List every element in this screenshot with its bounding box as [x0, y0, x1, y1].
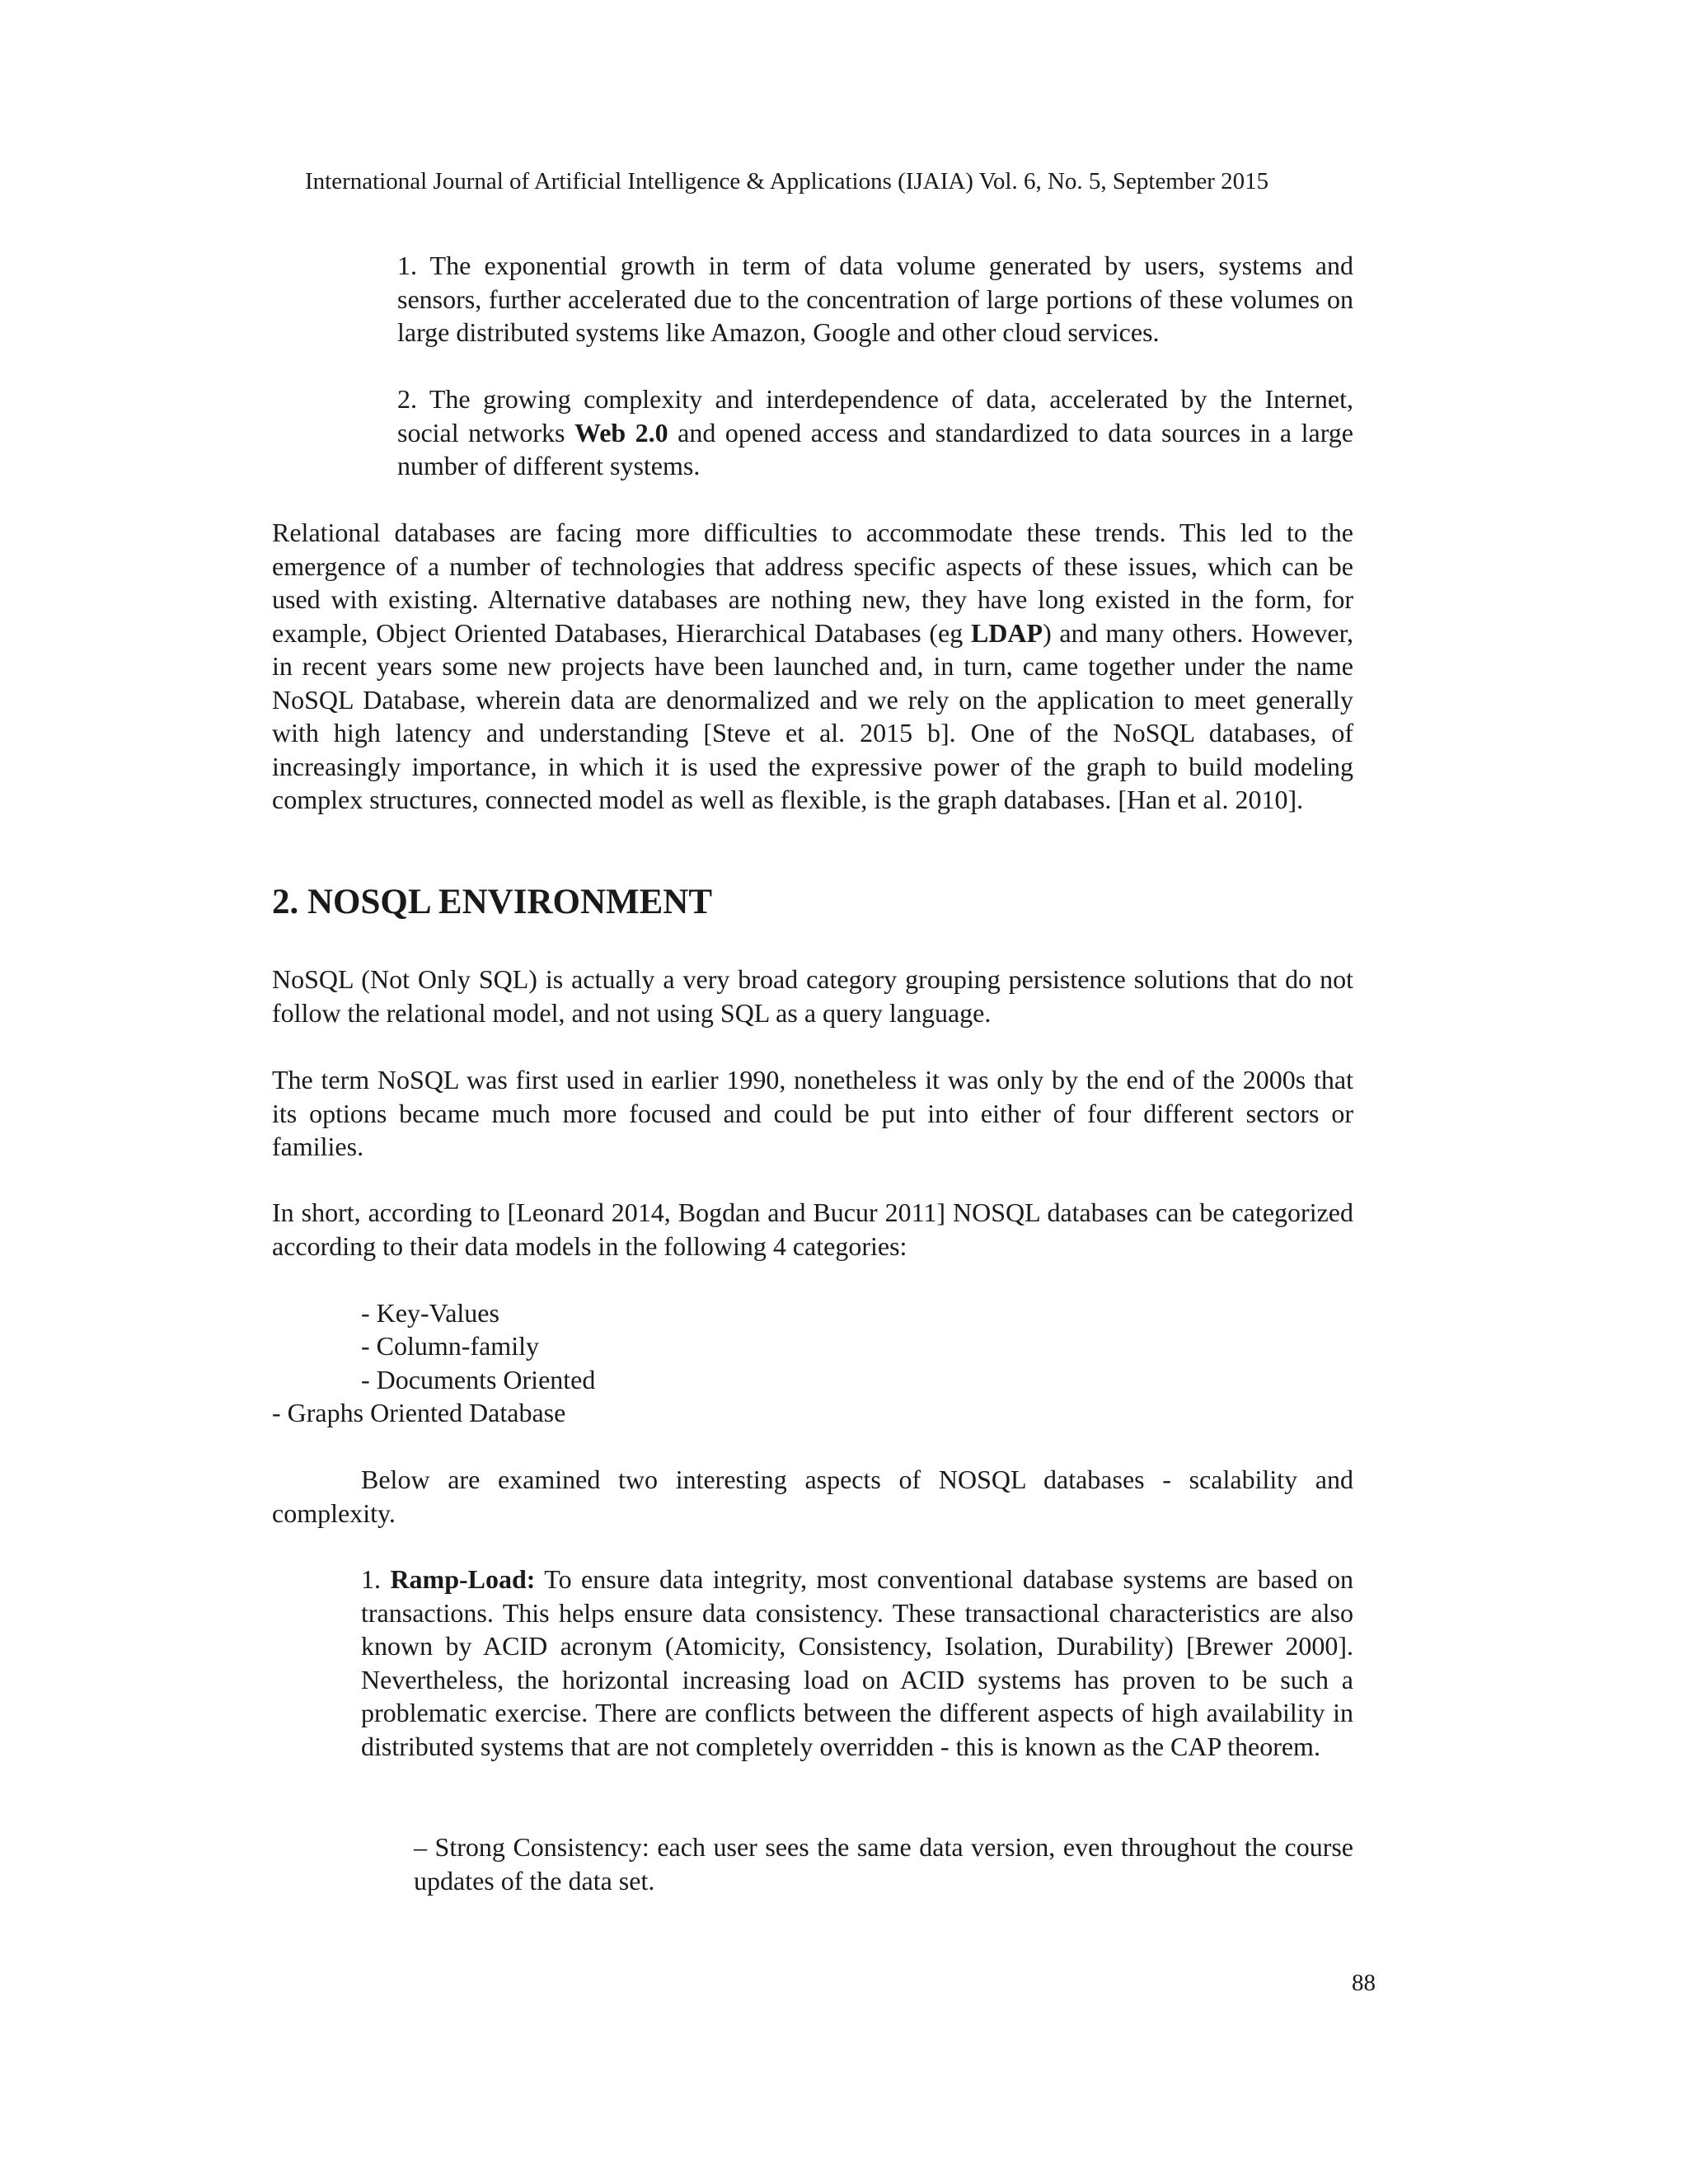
- ramp-load-number: 1.: [361, 1564, 391, 1594]
- intro-list-item-1-text: 1. The exponential growth in term of data volume generated by users, systems and sensors, further accelerated due to the concentration of large portions of these volumes on large distributed systems like Amazon, Google and other cloud services.: [397, 251, 1353, 347]
- ramp-load-text: To ensure data integrity, most conventional database systems are based on transactions. This helps ensure data consistency. These transactional characteristics are also known by ACID acronym (Atomicity, Consistency, Isolation, Durability) [Brewer 2000]. Nevertheless, the horizontal increasing load on ACID systems has proven to be such a problematic exercise. There are conflicts between the different aspects of high availability in distributed systems that are not completely overridden - this is known as the CAP theorem.: [361, 1564, 1354, 1761]
- relational-paragraph-start: Relational databases are facing more difficulties to accommodate these trends. This led to the emergence of a number of technologies that address specific aspects of these issues, which can be used with existing. Alternative databases are nothing new, they have long existed in the form, for example, Object Oriented Databases, Hierarchical Databases (eg: [272, 518, 1353, 648]
- category-item: - Column-family: [361, 1331, 539, 1361]
- relational-paragraph-end: ) and many others. However, in recent years some new projects have been launched and, in turn, came together under the name NoSQL Database, wherein data are denormalized and we rely on the application to meet generally with high latency and understanding [Steve et al. 2015 b]. One of the NoSQL databases, of increasingly importance, in which it is used the expressive power of the graph to build modeling complex structures, connected model as well as flexible, is the graph databases. [Han et al. 2010].: [272, 617, 1354, 814]
- category-item: - Documents Oriented: [361, 1365, 596, 1394]
- intro-list-item-2-text-end: and opened access and standardized to data sources in a large number of different systems.: [397, 417, 1354, 480]
- aspects-paragraph: Below are examined two interesting aspects of NOSQL databases - scalability and complexity.: [272, 1465, 1353, 1528]
- ramp-load-bold-term: Ramp-Load:: [390, 1564, 536, 1594]
- ramp-load-paragraph: [361, 1563, 1353, 1763]
- nosql-history-paragraph: The term NoSQL was first used in earlier 1990, nonetheless it was only by the end of the 2000s that its options became much more focused and could be put into either of four different sectors or families.: [272, 1065, 1353, 1161]
- page-number: 88: [1352, 1970, 1376, 1996]
- intro-list-item-2: [397, 382, 1353, 483]
- category-item: - Key-Values: [361, 1298, 499, 1328]
- web20-bold-term: Web 2.0: [574, 417, 668, 448]
- nosql-definition-paragraph: NoSQL (Not Only SQL) is actually a very broad category grouping persistence solutions that do not follow the relational model, and not using SQL as a query language.: [272, 964, 1353, 1028]
- section-heading: 2. NOSQL ENVIRONMENT: [272, 883, 712, 921]
- ldap-bold-term: LDAP: [970, 617, 1043, 648]
- strong-consistency-paragraph: – Strong Consistency: each user sees the same data version, even throughout the course updates of the data set.: [414, 1832, 1353, 1896]
- running-header: International Journal of Artificial Intelligence & Applications (IJAIA) Vol. 6, No. 5, September 2015: [305, 168, 1269, 194]
- intro-list-item-1: [397, 249, 1353, 349]
- intro-list-item-2-text-start: 2. The growing complexity and interdependence of data, accelerated by the Internet, social networks: [397, 384, 1353, 448]
- relational-paragraph: [272, 516, 1353, 817]
- nosql-categories-intro-paragraph: In short, according to [Leonard 2014, Bogdan and Bucur 2011] NOSQL databases can be categorized according to their data models in the following 4 categories:: [272, 1197, 1353, 1261]
- category-item: - Graphs Oriented Database: [272, 1398, 566, 1427]
